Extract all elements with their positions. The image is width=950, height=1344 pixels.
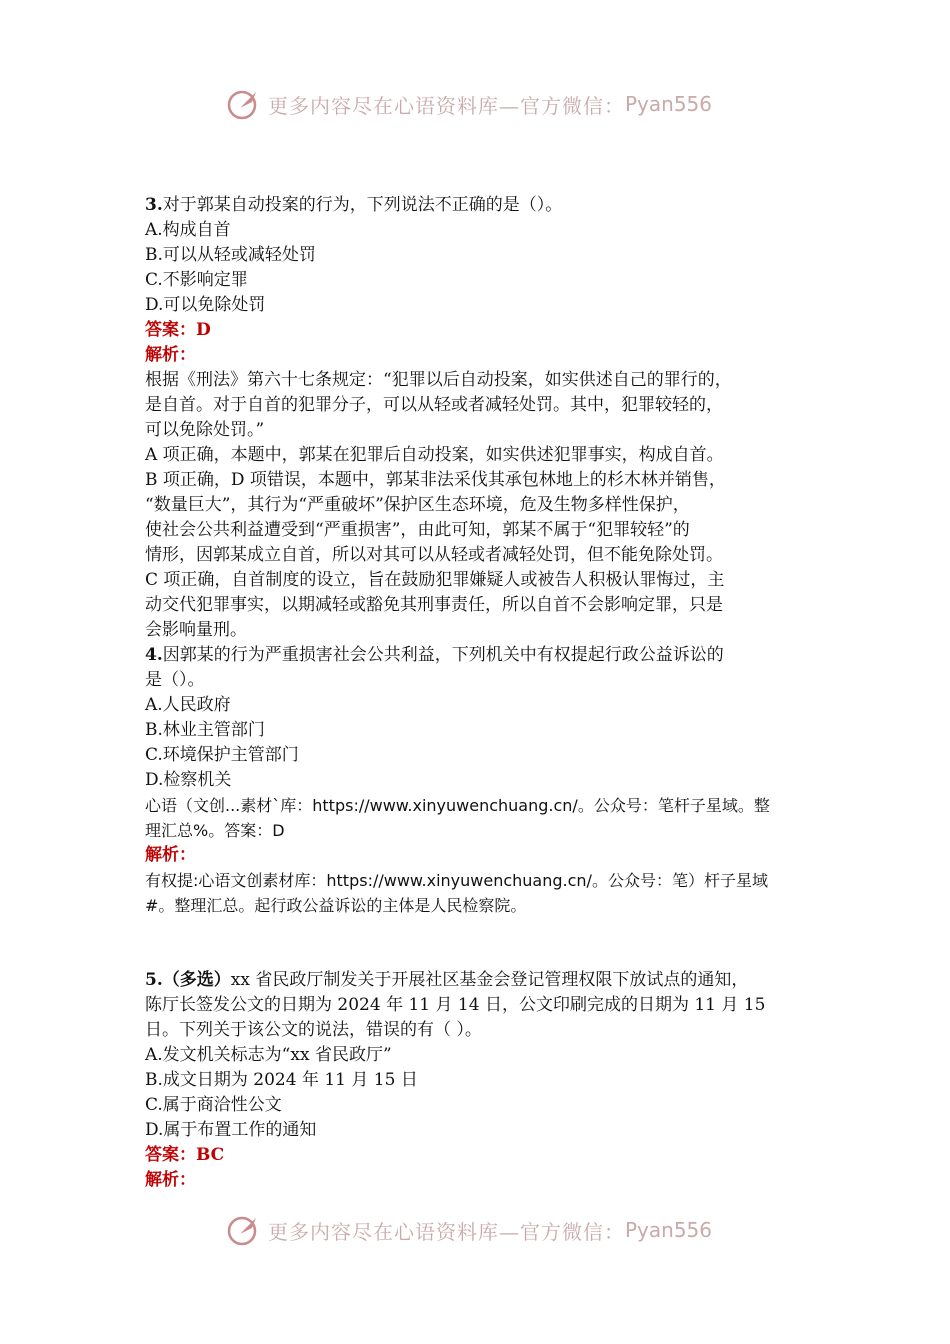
- option: C.环境保护主管部门: [145, 745, 299, 765]
- option: B.成文日期为 2024 年 11 月 15 日: [145, 1070, 418, 1090]
- analysis-label: 解析：: [145, 345, 196, 365]
- option: A.人民政府: [145, 695, 231, 715]
- question-3: 3.对于郭某自动投案的行为，下列说法不正确的是（）。: [145, 195, 563, 215]
- analysis-line: 根据《刑法》第六十七条规定：“犯罪以后自动投案，如实供述自己的罪行的，: [145, 370, 732, 390]
- option: C.属于商洽性公文: [145, 1095, 282, 1115]
- analysis-line: 可以免除处罚。”: [145, 420, 265, 440]
- option: B.可以从轻或减轻处罚: [145, 245, 316, 265]
- banner-text: 更多内容尽在心语资料库—官方微信：: [268, 1219, 625, 1244]
- analysis-line: 会影响量刑。: [145, 620, 247, 640]
- banner-id: Pyan556: [625, 1218, 713, 1242]
- question-4-cont: 是（）。: [145, 670, 205, 690]
- banner-text: 更多内容尽在心语资料库—官方微信：: [268, 93, 625, 118]
- analysis-line: 有权提:心语文创素材库：https://www.xinyuwenchuang.cn/。公众号：笔）杆子星域: [145, 871, 768, 890]
- analysis-line: 是自首。对于自首的犯罪分子，可以从轻或者减轻处罚。其中，犯罪较轻的，: [145, 395, 723, 415]
- analysis-line: A 项正确，本题中，郭某在犯罪后自动投案，如实供述犯罪事实，构成自首。: [145, 445, 724, 465]
- answer-line: 心语（文创...素材`库：https://www.xinyuwenchuang.cn/。公众号：笔杆子星域。整: [145, 796, 770, 815]
- header-banner: [226, 84, 746, 124]
- question-5: 5.（多选）xx 省民政厅制发关于开展社区基金会登记管理权限下放试点的通知，: [145, 970, 749, 990]
- option: D.检察机关: [145, 770, 232, 790]
- answer: 答案：D: [145, 320, 211, 340]
- footer-banner: [226, 1210, 746, 1250]
- option: C.不影响定罪: [145, 270, 248, 290]
- question-5-cont: 日。下列关于该公文的说法，错误的有（ ）。: [145, 1020, 482, 1040]
- question-4: 4.因郭某的行为严重损害社会公共利益，下列机关中有权提起行政公益诉讼的: [145, 645, 724, 665]
- question-5-cont: 陈厅长签发公文的日期为 2024 年 11 月 14 日，公文印刷完成的日期为 11 月 15: [145, 995, 766, 1015]
- analysis-line: #。整理汇总。起行政公益诉讼的主体是人民检察院。: [145, 896, 527, 915]
- banner-id: Pyan556: [625, 92, 713, 116]
- document-body: [145, 193, 815, 1193]
- option: D.可以免除处罚: [145, 295, 266, 315]
- option: D.属于布置工作的通知: [145, 1120, 317, 1140]
- analysis-line: “数量巨大”，其行为“严重破坏”保护区生态环境，危及生物多样性保护，: [145, 495, 690, 515]
- option: A.发文机关标志为“xx 省民政厅”: [145, 1045, 392, 1065]
- answer-line: 理汇总%。答案：D: [145, 821, 285, 840]
- analysis-line: 动交代犯罪事实，以期减轻或豁免其刑事责任，所以自首不会影响定罪，只是: [145, 595, 723, 615]
- analysis-line: B 项正确，D 项错误，本题中，郭某非法采伐其承包林地上的杉木林并销售，: [145, 470, 726, 490]
- quill-logo-icon: [226, 86, 262, 122]
- analysis-label: 解析：: [145, 1170, 196, 1190]
- option: A.构成自首: [145, 220, 231, 240]
- option: B.林业主管部门: [145, 720, 265, 740]
- quill-logo-icon: [226, 1212, 262, 1248]
- analysis-line: 使社会公共利益遭受到“严重损害”，由此可知，郭某不属于“犯罪较轻”的: [145, 520, 690, 540]
- answer: 答案：BC: [145, 1145, 225, 1165]
- analysis-label: 解析：: [145, 845, 196, 865]
- analysis-line: 情形，因郭某成立自首，所以对其可以从轻或者减轻处罚，但不能免除处罚。: [145, 545, 723, 565]
- spacer: [145, 918, 815, 968]
- analysis-line: C 项正确，自首制度的设立，旨在鼓励犯罪嫌疑人或被告人积极认罪悔过，主: [145, 570, 725, 590]
